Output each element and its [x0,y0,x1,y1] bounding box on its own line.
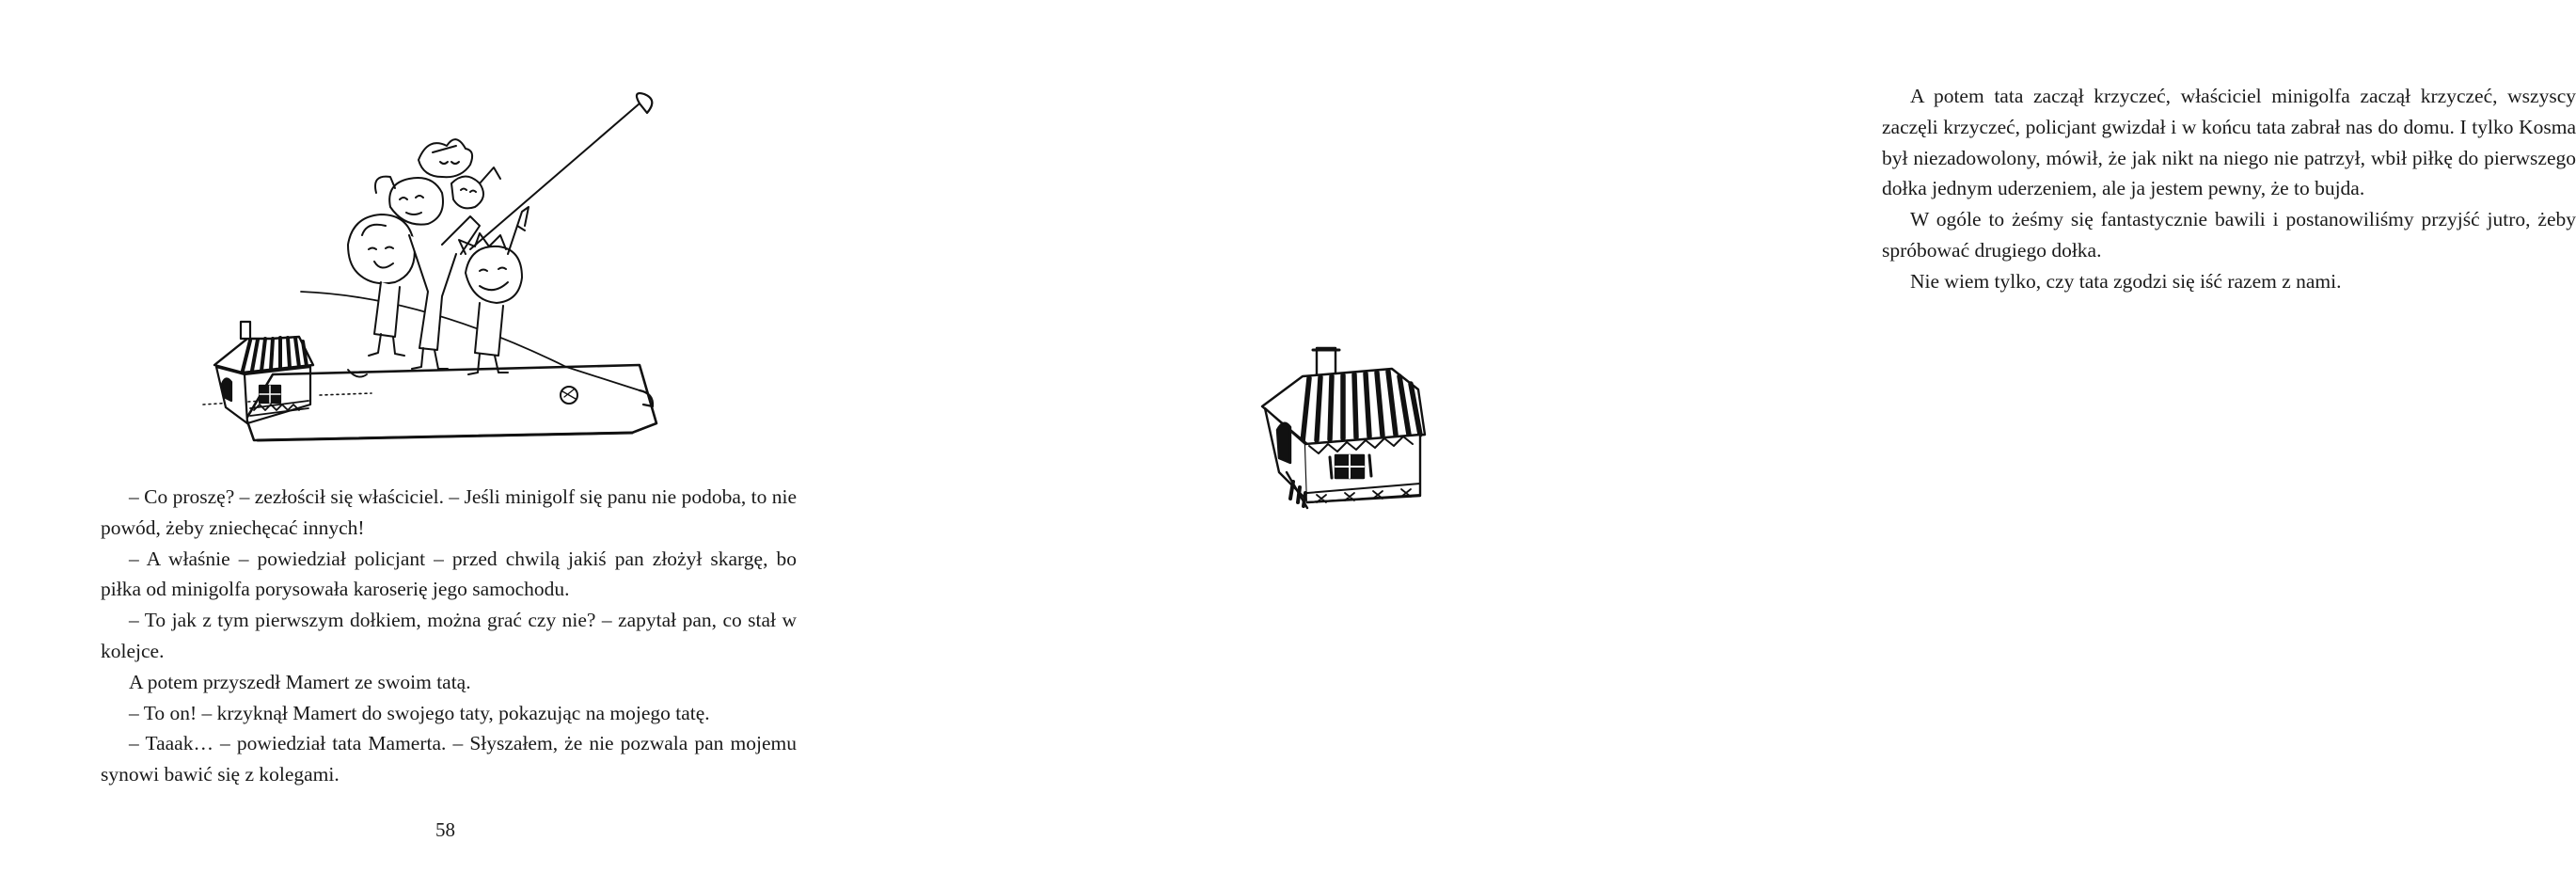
page-number: 58 [435,818,455,841]
paragraph: – To on! – krzyknął Mamert do swojego taty, pokazując na mojego tatę. [129,701,710,724]
minigolf-scene-illustration [198,94,687,447]
paragraph: Nie wiem tylko, czy tata zgodzi się iść razem z nami. [1910,269,2342,293]
right-page-text [1882,81,2576,297]
paragraph: A potem tata zaczął krzyczeć, właściciel minigolfa zaczął krzyczeć, wszyscy zaczęli krzyczeć, policjant gwizdał i w końcu tata zabrał nas do domu. I tylko Kosma był niezadowolony, mówił, że jak nikt na niego nie patrzył, wbił piłkę do pierwszego dołka jednym uderzeniem, ale ja jestem pewny, że to bujda. [1882,85,2576,200]
left-page-text [101,482,797,790]
paragraph: W ogóle to żeśmy się fantastycznie bawili i postanowiliśmy przyjść jutro, żeby spróbować drugiego dołka. [1882,208,2576,262]
paragraph: A potem przyszedł Mamert ze swoim tatą. [129,670,471,693]
paragraph: – Taaak… – powiedział tata Mamerta. – Słyszałem, że nie pozwala pan mojemu synowi bawić się z kolegami. [101,732,797,786]
paragraph: – Co proszę? – zezłościł się właściciel. – Jeśli minigolf się panu nie podoba, to nie powód, żeby zniechęcać innych! [101,485,797,539]
left-page [0,0,889,889]
paragraph: – To jak z tym pierwszym dołkiem, można grać czy nie? – zapytał pan, co stał w kolejce. [101,609,797,662]
small-house-illustration [1251,341,1430,529]
paragraph: – A właśnie – powiedział policjant – przed chwilą jakiś pan złożył skargę, bo piłka od minigolfa porysowała karoserię jego samochodu. [101,547,797,601]
